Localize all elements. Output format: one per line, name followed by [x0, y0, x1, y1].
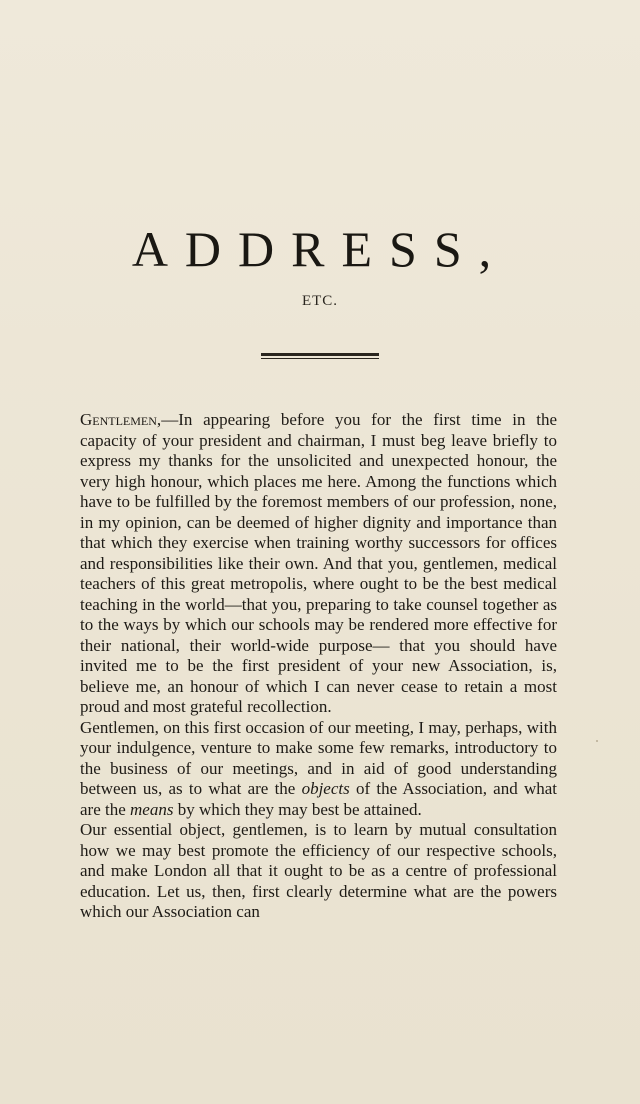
paragraph-1-text: —In appearing before you for the first time in the capacity of your president and chairman, I must beg leave briefly to express my thanks for the unsolicited and unexpected honour, the very high honour, which places me here. Among the functions which have to be fulfilled by the foremost members of our profession, none, in my opinion, can be deemed of higher dignity and importance than that which they exercise when training worthy successors for offices and responsibilities like their own. And that you, gentlemen, medical teachers of this great metropolis, where ought to be the best medical teaching in the world—that you, preparing to take counsel together as to the ways by which our schools may be rendered more effective for their national, their world-wide purpose— that you should have invited me to be the first president of your new Association, is, believe me, an honour of which I can never cease to retain a most proud and most grateful recollection.	[80, 410, 557, 716]
page-title: ADDRESS,	[131, 221, 509, 277]
paragraph-3: Our essential object, gentlemen, is to learn by mutual consultation how we may best promote the efficiency of our respective schools, and make London all that it ought to be as a centre of professional education. Let us, then, first clearly determine what are the powers which our Association can	[80, 820, 557, 921]
paragraph-1	[80, 410, 557, 718]
emphasis-objects: objects	[301, 779, 350, 798]
paragraph-2-part-3: by which they may best be attained.	[173, 799, 422, 819]
divider-thin-line	[261, 358, 379, 359]
title-divider	[261, 353, 379, 359]
divider-thick-line	[261, 353, 379, 356]
paragraph-2-part-1: Gentlemen, on this first occasion of our meeting, I may, perhaps, with your indulgence, venture to make some few remarks, introductory to the business of our meetings, and in aid of good understanding between us, as to what are the	[80, 717, 557, 798]
paragraph-2	[80, 718, 557, 821]
paper-speck	[596, 740, 598, 742]
paragraph-2-part-2: of the Association, and what are the	[80, 779, 557, 819]
salutation: Gentlemen,	[80, 410, 162, 429]
body-text	[80, 410, 557, 923]
page-subtitle: ETC.	[301, 293, 339, 309]
emphasis-means: means	[130, 799, 174, 819]
